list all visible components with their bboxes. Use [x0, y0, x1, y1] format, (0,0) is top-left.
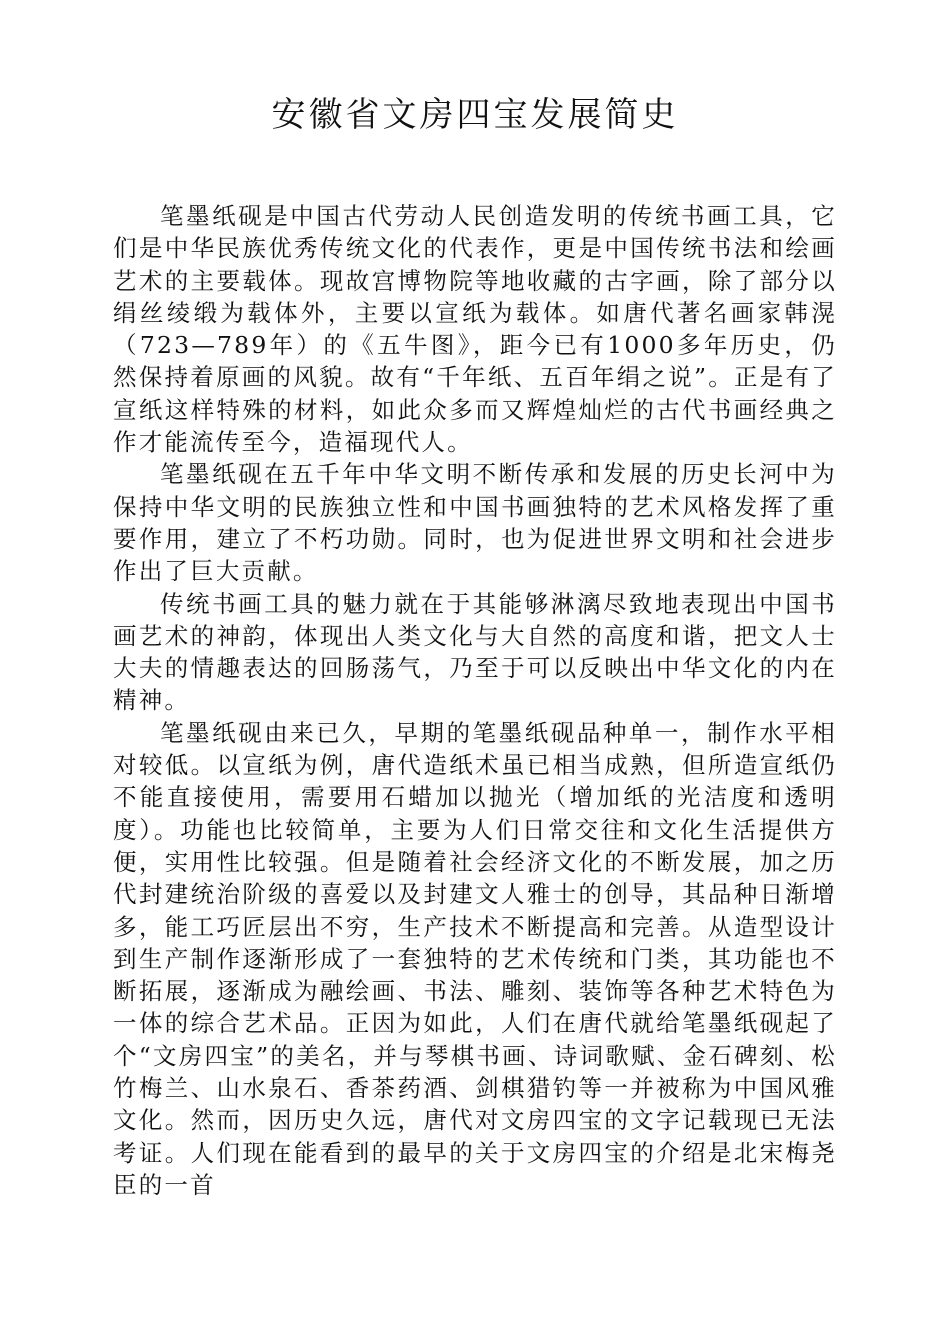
paragraph: 笔墨纸砚是中国古代劳动人民创造发明的传统书画工具，它们是中华民族优秀传统文化的代表作，更是中国传统书法和绘画艺术的主要载体。现故宫博物院等地收藏的古字画，除了部分以绢丝绫缎为载体外，主要以宣纸为载体。如唐代著名画家韩滉（723—789年）的《五牛图》，距今已有1000多年历史，仍然保持着原画的风貌。故有“千年纸、五百年绢之说”。正是有了宣纸这样特殊的材料，如此众多而又辉煌灿烂的古代书画经典之作才能流传至今，造福现代人。: [113, 202, 837, 457]
document-title: 安徽省文房四宝发展简史: [271, 95, 679, 135]
paragraph: 笔墨纸砚由来已久，早期的笔墨纸砚品种单一，制作水平相对较低。以宣纸为例，唐代造纸术虽已相当成熟，但所造宣纸仍不能直接使用，需要用石蜡加以抛光（增加纸的光洁度和透明度）。功能也比较简单，主要为人们日常交往和文化生活提供方便，实用性比较强。但是随着社会经济文化的不断发展，加之历代封建统治阶级的喜爱以及封建文人雅士的创导，其品种日渐增多，能工巧匠层出不穷，生产技术不断提高和完善。从造型设计到生产制作逐渐形成了一套独特的艺术传统和门类，其功能也不断拓展，逐渐成为融绘画、书法、雕刻、装饰等各种艺术特色为一体的综合艺术品。正因为如此，人们在唐代就给笔墨纸砚起了个“文房四宝”的美名，并与琴棋书画、诗词歌赋、金石碑刻、松竹梅兰、山水泉石、香茶药酒、剑棋猎钓等一并被称为中国风雅文化。然而，因历史久远，唐代对文房四宝的文字记载现已无法考证。人们现在能看到的最早的关于文房四宝的介绍是北宋梅尧臣的一首: [113, 718, 837, 1199]
document-body: [113, 200, 837, 1201]
paragraph: 笔墨纸砚在五千年中华文明不断传承和发展的历史长河中为保持中华文明的民族独立性和中国书画独特的艺术风格发挥了重要作用，建立了不朽功勋。同时，也为促进世界文明和社会进步作出了巨大贡献。: [113, 460, 837, 586]
paragraph: 传统书画工具的魅力就在于其能够淋漓尽致地表现出中国书画艺术的神韵，体现出人类文化与大自然的高度和谐，把文人士大夫的情趣表达的回肠荡气，乃至于可以反映出中华文化的内在精神。: [113, 589, 837, 715]
